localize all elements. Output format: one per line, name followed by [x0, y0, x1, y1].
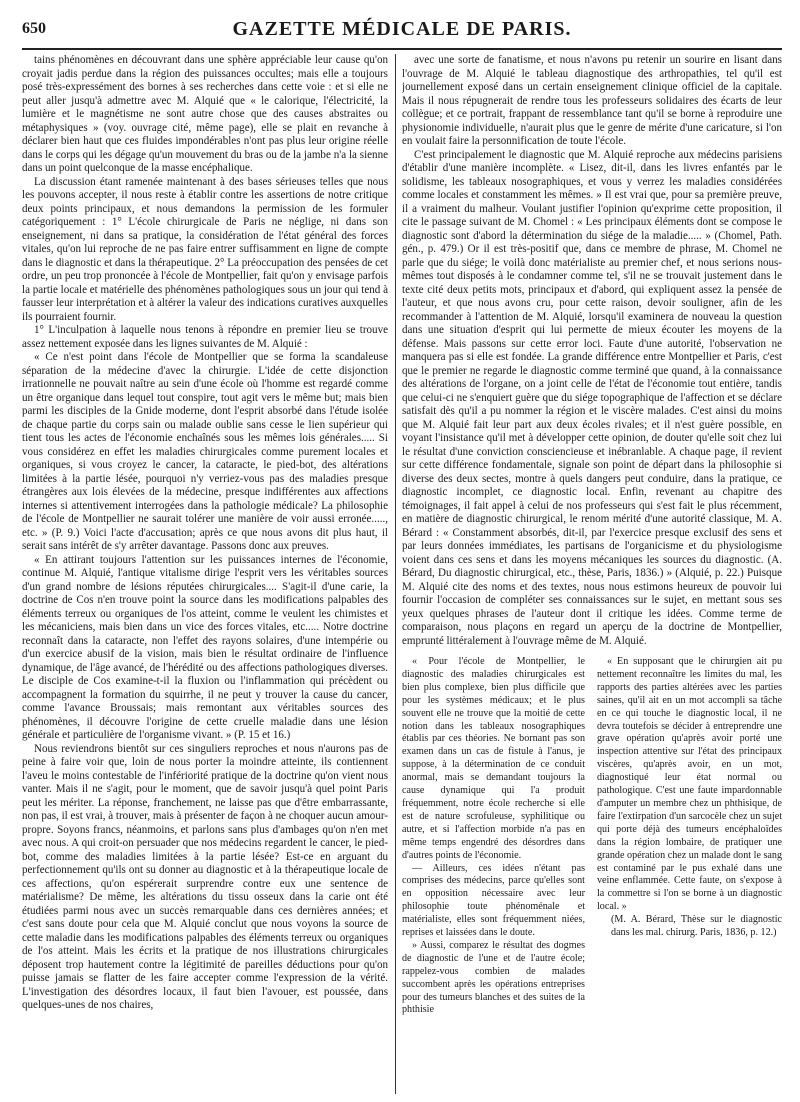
quote-paragraph: « Pour l'école de Montpellier, le diagnostic des maladies chirurgicales est bien plus complexe, bien plus difficile que pour les systèmes médicaux; et le plus souvent elle ne trouve que la moitié de cette notion dans les tableaux nosographiques établis par ces théories. Ne bornant pas son examen dans un cas de fistule à l'anus, je suppose, à la détermination de ce conduit anormal, mais se demandant toujours la cause dynamique qui l'a produit fréquemment, notre école recherche si elle est de nature scrofuleuse, syphilitique ou autre, et si l'affection morbide n'a pas en même temps engendré des désordres dans d'autres points de l'économie.	[402, 656, 585, 861]
paragraph: tains phénomènes en découvrant dans une sphère appréciable leur cause qu'on croyait jadis perdue dans la région des puissances occultes; mais elle a toujours posé très-expressément des bornes à ses recherches dans cette voie : et si elle ne peut aller jusqu'à admettre avec M. Alquié que « le calorique, l'électricité, la lumière et le magnétisme ne sont autre chose que des causes abstraites ou métaphysiques » (voy. ouvrage cité, même page), elle se plait en revanche à déclarer bien haut que ces fluides impondérables n'ont pas plus leur origine réelle dans le corps qui les dégage qu'un mouvement du bras ou de la jambe n'a la sienne dans un point quelconque de la masse encéphalique.	[22, 54, 388, 174]
quote-paragraph: « En supposant que le chirurgien ait pu nettement reconnaître les limites du mal, les rapports des parties altérées avec les parties saines, qu'il ait en un mot accompli sa tâche en ce qui touche le diagnostic local, il ne devra toutefois se décider à entreprendre une grave opération qu'après avoir porté une inspection attentive sur l'état des principaux viscères, qu'après avoir, en un mot, diagnostiqué leur état normal ou pathologique. C'est une faute impardonnable d'amputer un membre chez un phthisique, de faire l'extirpation d'un sarcocèle chez un sujet qui porte déjà des tumeurs encéphaloïdes dans la région lombaire, de pratiquer une grande opération chez un malade dont le sang est contaminé par le pus exhalé dans une veine enflammée. Cette faute, on s'expose à la commettre si l'on se borne à un diagnostic local. »	[597, 656, 782, 913]
quote-paragraph: — Ailleurs, ces idées n'étant pas comprises des médecins, parce qu'elles sont en opposition nécessaire avec leur philosophie toute phénoménale et matérialiste, elles sont fréquemment niées, reprises et laissées dans le doute.	[402, 862, 585, 939]
page-number: 650	[22, 20, 46, 37]
quote-montpellier	[402, 656, 585, 1094]
left-column	[22, 54, 388, 1094]
column-divider	[395, 54, 396, 1094]
quote-citation: (M. A. Bérard, Thèse sur le diagnostic dans les mal. chirurg. Paris, 1836, p. 12.)	[611, 914, 782, 939]
paragraph: « Ce n'est point dans l'école de Montpellier que se forma la scandaleuse séparation de la médecine d'avec la chirurgie. L'idée de cette disjonction irrationnelle ne pouvait naître au sein d'une école où l'homme est regardé comme un être organique dans lequel tout conspire, tout agit vers le même but; mais bien parmi les disciples de la Gnide moderne, dont l'esprit absorbé dans l'étude isolée de chaque partie du corps sain ou malade oublie sans cesse le lien supérieur qui tient tous les actes de l'économie enchaînés sous les mêmes lois générales..... Si vous considérez en effet les maladies chirurgicales comme purement locales et organiques, si vous croyez le cancer, la cataracte, le pied-bot, des altérations limitées à la partie lésée, pourquoi n'y verriez-vous pas des maladies presque étrangères aux lois élevées de la médecine, presque indifférentes aux affections internes si attentivement interrogées dans la pathologie médicale? La philosophie de l'école de Montpellier ne saurait tolérer une manière de voir aussi erronée....., etc. » (P. 9.) Voici l'acte d'accusation; après ce que nous avons dit plus haut, il serait sans intérêt de s'y arrêter davantage. Passons donc aux preuves.	[22, 351, 388, 552]
running-header	[22, 18, 782, 44]
header-rule	[22, 48, 782, 50]
quote-berard	[597, 656, 782, 1094]
paragraph: C'est principalement le diagnostic que M. Alquié reproche aux médecins parisiens d'établir d'une manière incomplète. « Lisez, dit-il, dans les livres enfantés par le solidisme, les tableaux nosographiques, et vous y verrez les maladies considérées comme locales et constamment les mêmes. » Il est vrai que, pour sa première preuve, il a vraiment du malheur. Voulant justifier l'opinion qu'exprime cette proposition, il cite le passage suivant de M. Chomel : « Les principaux éléments dont se compose le diagnostic sont d'abord la détermination du siége de la maladie..... » (Chomel, Path. gén., p. 479.) Or il est très-positif que, dans ce membre de phrase, M. Chomel ne parle que du siége; le voilà donc matérialiste au premier chef, et nous serions nous-mêmes tout disposés à le condamner comme tel, s'il ne se trouvait justement dans le texte cité deux petits mots, principaux et d'abord, qui expliquent assez la pensée de l'auteur, et que nous avons cru, pour cette raison, devoir souligner, afin de les recommander à l'attention de M. Alquié, lorsqu'il examinera de nouveau la question dans une situation d'esprit qui lui permette de mieux écouter les moyens de la défense. Mais passons sur cette error loci. Faute d'une autorité, l'observation ne manquera pas si elle est fondée. La grande différence entre Montpellier et Paris, c'est que le premier ne regarde le diagnostic comme terminé que quand, à la connaissance des altérations de l'organe, on a joint celle de l'état de l'économie tout entière, tandis que celui-ci ne s'enquiert guère que du siége topographique de l'affection et se déclare satisfait dès qu'il a pu nommer la région et le viscère malades. C'est ainsi du moins que M. Alquié fait leur part aux deux écoles rivales; et il n'est guère possible, en voyant l'insistance qu'il met à développer cette opinion, de douter qu'elle soit chez lui le résultat d'une conviction consciencieuse et inébranlable. A chaque page, il revient sur cette différence fondamentale, signale son point de départ dans la philosophie si diverse des deux sectes, montre à quels dangers peut conduire, dans la pratique, ce diagnostic incomplet, ce diagnostic local. Enfin, revenant au chapitre des témoignages, il fait appel à celui de nos professeurs qui s'est fait le plus récemment, en matière de diagnostic chirurgical, le renom mérité d'une autorité classique, M. A. Bérard : « Constamment absorbés, dit-il, par l'exercice presque exclusif des sens et par leurs données immédiates, les partisans de l'organicisme et du physiologisme voient dans ces sens et dans les moyens mécaniques les sources du diagnostic. (A. Bérard, Du diagnostic chirurgical, etc., thèse, Paris, 1836.) » (Alquié, p. 22.) Puisque M. Alquié cite des noms et des textes, nous nous estimons heureux de pouvoir lui fournir l'occasion de compléter ses connaissances sur le sujet, en mettant sous ses yeux quelques phrases de l'auteur dont il critique les idées. Comme terme de comparaison, nous plaçons en regard un aperçu de la doctrine de Montpellier, emprunté littéralement à l'ouvrage même de M. Alquié.	[402, 148, 782, 647]
quote-paragraph: » Aussi, comparez le résultat des dogmes de diagnostic de l'une et de l'autre école; rappelez-vous combien de malades succombent après les opérations entreprises pour des tumeurs blanches et des suites de la phthisie	[402, 939, 585, 1016]
paragraph: 1° L'inculpation à laquelle nous tenons à répondre en premier lieu se trouve assez nettement exposée dans les lignes suivantes de M. Alquié :	[22, 324, 388, 350]
journal-title: GAZETTE MÉDICALE DE PARIS.	[232, 18, 572, 40]
paragraph: La discussion étant ramenée maintenant à des bases sérieuses telles que nous les pouvons accepter, il nous reste à établir contre les assertions de notre critique deux points principaux, et nous demandons la permission de les formuler catégoriquement : 1° L'école chirurgicale de Paris ne néglige, ni dans son enseignement, ni dans sa pratique, la considération de l'état général des forces vitales, qu'on lui reproche de ne pas faire entrer suffisamment en ligne de compte dans le diagnostic et dans la thérapeutique. 2° La préoccupation des pensées de cet ordre, un peu trop prononcée à l'école de Montpellier, fait qu'on y envisage parfois la partie locale et matérielle des phénomènes pathologiques sous un jour qui tend à fausser leur interprétation et à altérer la valeur des indications curatives auxquelles ils pourraient fournir.	[22, 175, 388, 323]
paragraph: avec une sorte de fanatisme, et nous n'avons pu retenir un sourire en lisant dans l'ouvrage de M. Alquié le tableau diagnostique des arthropathies, tel qu'il est journellement exposé dans un certain enseignement clinique officiel de la capitale. Mais il nous répugnerait de rendre tous les professeurs solidaires des écarts de leur collègue; et ce portrait, frappant de ressemblance tant qu'il se borne à reproduire une physionomie individuelle, n'aurait plus que le genre de mérite d'une caricature, si l'on en voulait faire la personnification de toute l'école.	[402, 54, 782, 147]
paragraph: Nous reviendrons bientôt sur ces singuliers reproches et nous n'aurons pas de peine à faire voir que, loin de nous porter la moindre atteinte, ils contiennent l'aveu le moins contestable de l'infériorité pratique de la doctrine qu'on vient nous vanter. Mais il ne s'agit, pour le moment, que de savoir jusqu'à quel point Paris peut les mériter. La réponse, franchement, ne laisse pas que d'être embarrassante, non pas, il est vrai, à trouver, mais à présenter de façon à ne choquer aucun amour-propre. Soyons francs, néanmoins, et parlons sans plus d'ambages qu'on n'en met avec nous. A qui croit-on persuader que nos médecins regardent le cancer, le pied-bot, comme des maladies limitées à la partie lésée? Est-ce en arguant du perfectionnement qu'ils ont su donner au diagnostic et à la thérapeutique locale de ces affections, qu'on espérerait surprendre contre eux une sentence de matérialisme? De même, les altérations du tissu osseux dans la carie ont été étudiées parmi nous avec un succès remarquable dans ces dernières années; et c'est sans doute pour cela que M. Alquié conclut que nous voyons la source de cette maladie dans les modifications palpables des éléments terreux ou organiques de l'os atteint. Mais les écrits et la pratique de nos illustrations chirurgicales déposent trop hautement contre la légitimité de pareilles déductions pour qu'on puisse jamais se flatter de les faire accepter comme l'expression de la vérité. L'investigation des désordres locaux, il faut bien l'avouer, est poussée, dans quelques-unes de nos chaires,	[22, 742, 388, 1011]
paragraph: « En attirant toujours l'attention sur les puissances internes de l'économie, continue M. Alquié, l'antique vitalisme dirige l'esprit vers les véritables sources d'un grand nombre de lésions réputées chirurgicales.... S'agit-il d'une carie, la doctrine de Cos n'en trouve point la source dans les modifications palpables des éléments terreux ou organiques de l'os atteint, comme le veulent les chimistes et les mécaniciens, mais bien dans un vice des forces vitales, etc..... Notre doctrine reconnaît dans la cataracte, non l'effet des rayons solaires, d'une intempérie ou d'un exercice abusif de la vision, mais bien le résultat ordinaire de l'influence dynamique, de l'âge avancé, de l'hérédité ou des affections pathologiques diverses. Le disciple de Cos examine-t-il la fluxion ou l'inflammation qui précèdent ou accompagnent la formation du squirrhe, il ne peut y trouver la cause du cancer, comme l'avance Broussais; mais remontant aux véritables sources des phénomènes, il découvre l'origine de cette cruelle maladie dans une lésion générale et particulière de l'organisme vivant. » (P. 15 et 16.)	[22, 553, 388, 741]
right-column	[402, 54, 782, 648]
